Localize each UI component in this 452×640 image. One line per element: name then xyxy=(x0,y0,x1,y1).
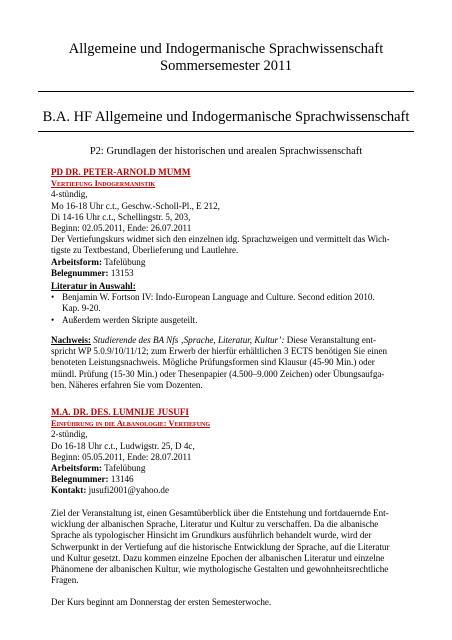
description-line: Fragen. xyxy=(51,575,79,586)
nachweis-line-1 xyxy=(51,335,411,346)
literature-item: • Außerdem werden Skripte ausgeteilt. xyxy=(51,315,411,326)
header-line-1: Allgemeine und Indogermanische Sprachwissenschaft xyxy=(68,41,384,57)
course-1-line: tigste zu Textbestand, Überlieferung und Lautlehre. xyxy=(51,245,239,256)
course-2-line: 2-stündig, xyxy=(51,429,88,440)
course-2 xyxy=(51,407,411,497)
course-1-number xyxy=(51,268,411,279)
course-1-line: Beginn: 02.05.2011, Ende: 26.07.2011 xyxy=(51,223,192,234)
description-line: Sprache als typologischer Hinsicht im Grundkurs ausführlich behandelt wurde, wird der xyxy=(51,530,372,541)
course-2-contact xyxy=(51,485,411,496)
nachweis-line: benoteten Leistungsnachweis. Mögliche Prüfungsformen sind Klausur (45-90 Min.) oder xyxy=(51,357,375,368)
divider-section xyxy=(38,131,414,132)
course-2-form xyxy=(51,463,411,474)
course-1-title: Vertiefung Indogermanistik xyxy=(51,179,156,189)
contact-label: Kontakt: xyxy=(51,485,87,496)
divider-top xyxy=(38,91,414,92)
nachweis-line: spricht WP 5.0.9/10/11/12; zum Erwerb der hierfür erhältlichen 3 ECTS benötigen Sie einen xyxy=(51,346,388,357)
nachweis-line: mündl. Prüfung (15-30 Min.) oder Thesenpapier (4.500–9.000 Zeichen) oder Übungsaufga- xyxy=(51,368,385,379)
course-1-line: 4-stündig, xyxy=(51,189,88,200)
course-2-line: Beginn: 05.05.2011, Ende: 28.07.2011 xyxy=(51,451,192,462)
number-label: Belegnummer: xyxy=(51,474,109,485)
number-value: 13153 xyxy=(110,267,134,278)
course-1-nachweis xyxy=(51,335,411,391)
description-line: Schwerpunkt in der Vertiefung auf die historische Entwicklung der Sprache, auf die Literatur xyxy=(51,541,390,552)
course-2-start-note: Der Kurs beginnt am Donnerstag der ersten Semesterwoche. xyxy=(51,597,272,607)
course-2-number xyxy=(51,474,411,485)
contact-email[interactable]: jusufi2001@yahoo.de xyxy=(88,485,170,496)
course-1-literature xyxy=(51,281,411,326)
course-2-title: Einführung in die Albanologie: Vertiefung xyxy=(51,419,211,429)
description-line: Ziel der Veranstaltung ist, einen Gesamtüberblick über die Entstehung und fortdauernde Ent- xyxy=(51,508,389,518)
description-line: wicklung der albanischen Sprache, Literatur und Kultur zu verschaffen. Da die albanische xyxy=(51,519,379,530)
form-value: Tafelübung xyxy=(104,256,146,267)
course-1 xyxy=(51,167,411,279)
form-value: Tafelübung xyxy=(104,463,146,474)
course-1-form xyxy=(51,257,411,268)
form-label: Arbeitsform: xyxy=(51,256,103,267)
module-title: P2: Grundlagen der historischen und arealen Sprachwissenschaft xyxy=(89,146,363,157)
header-line-2: Sommersemester 2011 xyxy=(160,58,292,74)
number-label: Belegnummer: xyxy=(51,267,109,278)
nachweis-italic: Studierende des BA Nfs ‚Sprache, Literatur, Kultur’: xyxy=(93,335,285,345)
course-1-line: Mo 16-18 Uhr c.t., Geschw.-Scholl-Pl., E 212, xyxy=(51,200,220,211)
nachweis-text: Diese Veranstaltung ent- xyxy=(286,335,376,345)
course-2-description xyxy=(51,508,411,586)
literature-item-cont: Kap. 9-20. xyxy=(62,303,101,314)
description-line: Phänomene der albanischen Kultur, wie mythologische Gestalten und gewohnheitsrechtliche xyxy=(51,564,389,575)
document-header xyxy=(0,41,452,75)
course-2-lecturer: M.A. DR. DES. LUMNIJE JUSUFI xyxy=(51,407,189,417)
literature-label: Literatur in Auswahl: xyxy=(51,281,136,291)
nachweis-line: ben. Näheres erfahren Sie vom Dozenten. xyxy=(51,379,203,390)
section-title: B.A. HF Allgemeine und Indogermanische Sprachwissenschaft xyxy=(42,109,410,125)
course-2-line: Do 16-18 Uhr c.t., Ludwigstr. 25, D 4c, xyxy=(51,440,195,451)
course-1-line: Der Vertiefungskurs widmet sich den einzelnen idg. Sprachzweigen und vermittelt das Wich- xyxy=(51,234,390,245)
form-label: Arbeitsform: xyxy=(51,463,103,474)
number-value: 13146 xyxy=(110,474,134,485)
course-1-line: Di 14-16 Uhr c.t., Schellingstr. 5, 203, xyxy=(51,211,191,222)
literature-item: • Benjamin W. Fortson IV: Indo-European Language and Culture. Second edition 2010. xyxy=(51,292,411,303)
description-line: und Kultur gesetzt. Dazu kommen einzelne Epochen der albanischen Literatur und einzelne xyxy=(51,552,385,563)
course-1-lecturer: PD DR. PETER-ARNOLD MUMM xyxy=(51,167,191,177)
nachweis-label: Nachweis: xyxy=(51,335,91,345)
